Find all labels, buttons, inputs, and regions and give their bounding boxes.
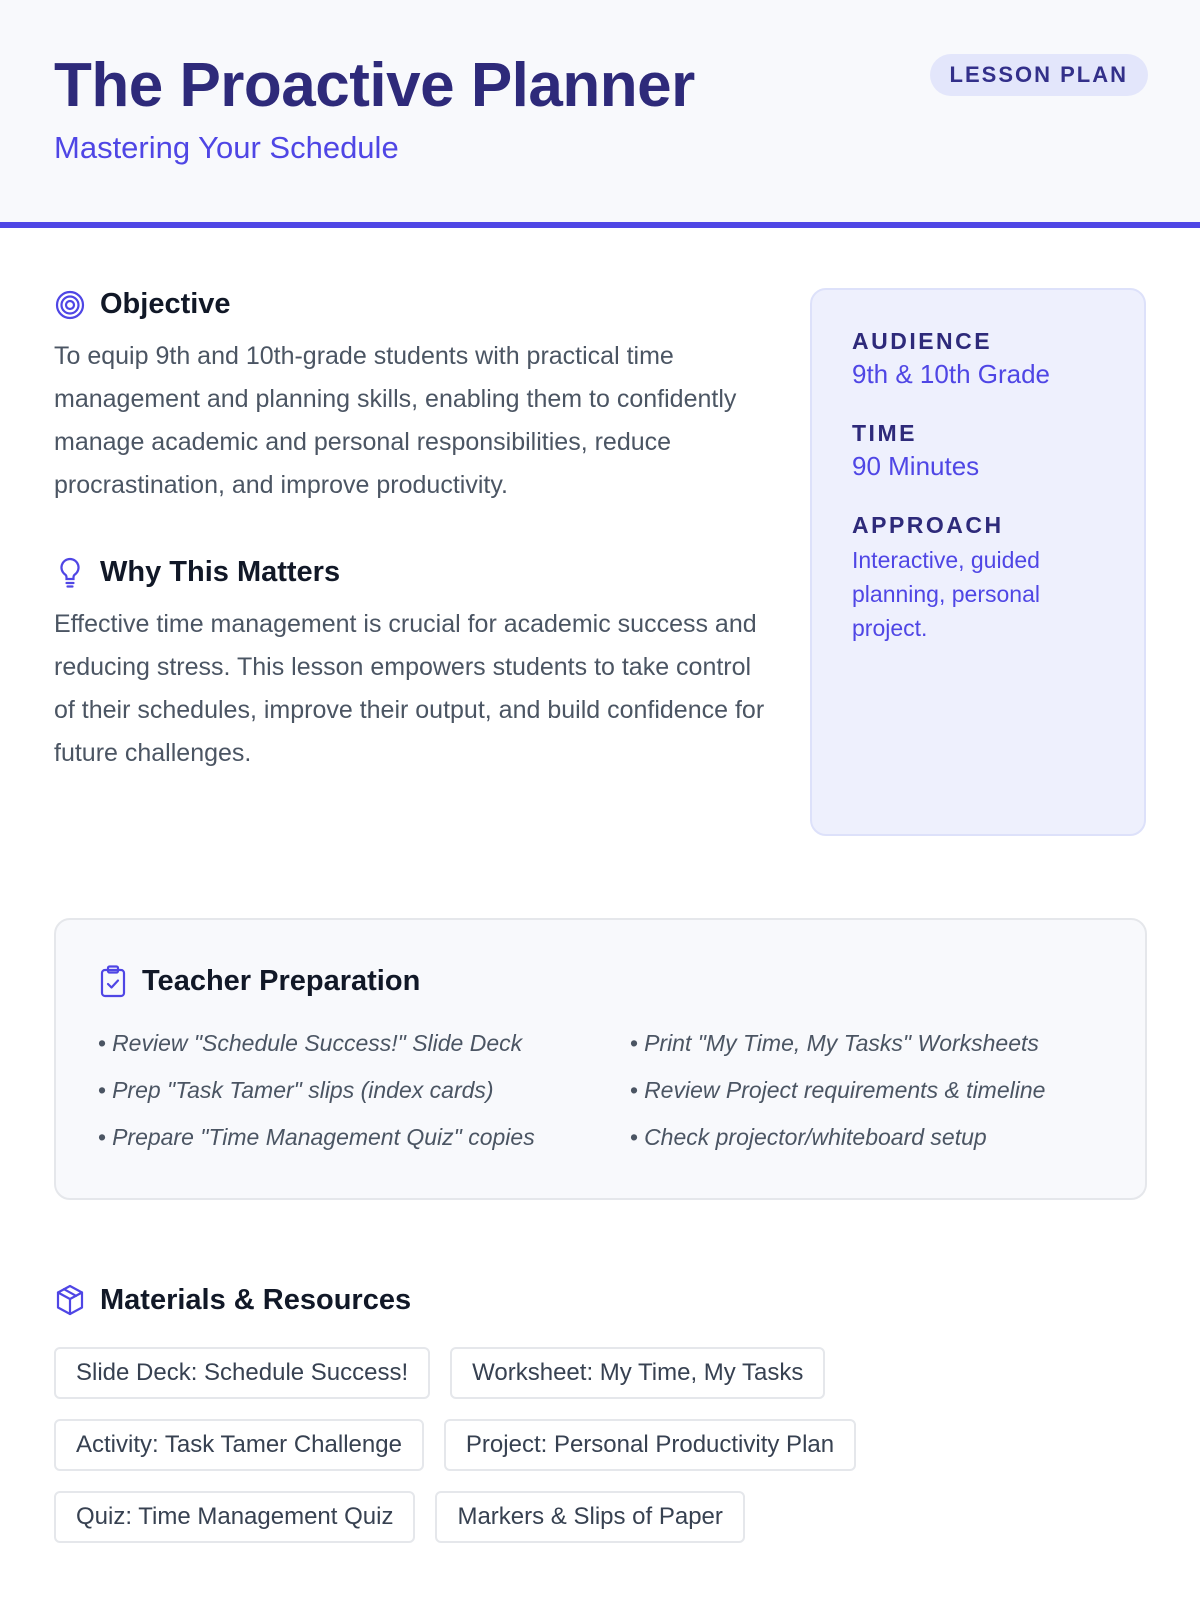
material-chip: Activity: Task Tamer Challenge [54,1419,424,1471]
prep-item-text: Review Project requirements & timeline [644,1077,1046,1103]
prep-item-text: Prepare "Time Management Quiz" copies [112,1124,535,1150]
objective-heading [54,288,774,321]
audience-item [852,328,1104,390]
target-icon [54,289,86,321]
lesson-info-card [810,288,1146,836]
approach-item [852,512,1104,645]
bullet: • [98,1077,107,1103]
objective-text: To equip 9th and 10th-grade students with practical time management and planning skills, enabling them to confidently manage academic and personal responsibilities, reduce procrastination, and improve productivity. [54,342,737,499]
clipboard-check-icon [98,964,128,998]
bullet: • [630,1030,639,1056]
prep-item [630,1075,1103,1106]
material-chip: Markers & Slips of Paper [435,1491,744,1543]
audience-value: 9th & 10th Grade [852,359,1051,389]
page-title: The Proactive Planner [54,51,695,120]
materials-list [54,1347,1147,1543]
prep-item-text: Review "Schedule Success!" Slide Deck [112,1030,523,1056]
materials-heading [54,1283,1147,1317]
why-heading-label: Why This Matters [100,555,341,588]
audience-label: AUDIENCE [852,328,993,354]
prep-heading [98,964,1103,998]
bullet: • [630,1124,639,1150]
header [0,0,1200,228]
time-value: 90 Minutes [852,451,980,481]
approach-value: Interactive, guided planning, personal project. [852,547,1040,641]
page-subtitle: Mastering Your Schedule [54,130,399,165]
prep-item-text: Print "My Time, My Tasks" Worksheets [644,1030,1039,1056]
left-column [54,288,774,775]
prep-heading-label: Teacher Preparation [142,964,421,997]
objective-heading-label: Objective [100,288,231,320]
material-chip: Project: Personal Productivity Plan [444,1419,856,1471]
prep-item [98,1028,630,1059]
chip-row [54,1491,1147,1543]
lightbulb-icon [54,555,86,589]
prep-item [630,1028,1103,1059]
bullet: • [98,1030,107,1056]
time-label: TIME [852,420,917,446]
why-heading [54,555,774,589]
chip-row [54,1347,1147,1399]
prep-item-text: Prep "Task Tamer" slips (index cards) [112,1077,494,1103]
bullet: • [630,1077,639,1103]
approach-label: APPROACH [852,512,1004,538]
materials-heading-label: Materials & Resources [100,1283,412,1316]
prep-item-text: Check projector/whiteboard setup [644,1124,987,1150]
teacher-preparation-card [54,918,1147,1200]
material-chip: Quiz: Time Management Quiz [54,1491,415,1543]
package-icon [54,1283,86,1317]
lesson-plan-badge: LESSON PLAN [930,54,1148,96]
materials-section [54,1283,1147,1563]
prep-item [630,1122,1103,1153]
material-chip: Worksheet: My Time, My Tasks [450,1347,825,1399]
time-item [852,420,1104,482]
material-chip: Slide Deck: Schedule Success! [54,1347,430,1399]
bullet: • [98,1124,107,1150]
prep-list [98,1028,1103,1153]
chip-row [54,1419,1147,1471]
prep-item [98,1075,630,1106]
why-text: Effective time management is crucial for academic success and reducing stress. This lesson empowers students to take control of their schedules, improve their output, and build confidence for future challenges. [54,610,765,767]
prep-item [98,1122,630,1153]
